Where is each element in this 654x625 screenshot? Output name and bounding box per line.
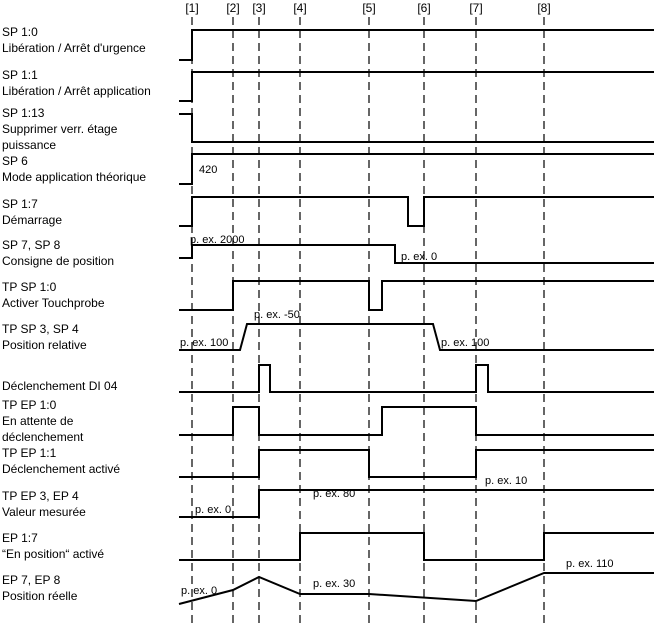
- trace-sp1-1: [179, 72, 654, 101]
- marker-2: [2]: [226, 1, 240, 15]
- ann-tpep34-before: p. ex. 0: [195, 504, 232, 516]
- ann-sp6-value: 420: [199, 164, 218, 176]
- signal-traces: [179, 30, 654, 604]
- signal-label-di04: Déclenchement DI 04: [2, 379, 118, 393]
- marker-3: [3]: [252, 1, 266, 15]
- trace-tp-sp1-0: [179, 281, 654, 310]
- trace-tp-ep3-ep4: [179, 490, 654, 517]
- marker-8: [8]: [537, 1, 551, 15]
- marker-4: [4]: [293, 1, 307, 15]
- trace-di04: [179, 365, 654, 392]
- ann-sp78-after: p. ex. 0: [401, 251, 438, 263]
- trace-sp1-0: [179, 30, 654, 60]
- signal-label-tp-sp1-0: TP SP 1:0 Activer Touchprobe: [2, 280, 105, 310]
- signal-labels: [2, 25, 151, 603]
- signal-label-ep1-7: EP 1:7 “En position“ activé: [2, 531, 105, 561]
- trace-tp-sp3-sp4: [179, 324, 654, 350]
- ann-sp78-before: p. ex. 2000: [190, 234, 245, 246]
- signal-label-sp6: SP 6 Mode application théorique: [2, 154, 147, 184]
- trace-tp-ep1-0: [179, 407, 654, 435]
- signal-label-sp7-sp8: SP 7, SP 8 Consigne de position: [2, 238, 115, 268]
- ann-tpep34-mid: p. ex. 80: [313, 488, 356, 500]
- trace-ep1-7: [179, 533, 654, 560]
- signal-label-ep7-ep8: EP 7, EP 8 Position réelle: [2, 573, 78, 603]
- trace-sp6: [179, 154, 654, 184]
- ann-tpsp34-after: p. ex. 100: [441, 337, 490, 349]
- marker-6: [6]: [417, 1, 431, 15]
- marker-7: [7]: [469, 1, 483, 15]
- marker-5: [5]: [362, 1, 376, 15]
- trace-tp-ep1-1: [179, 450, 654, 477]
- signal-label-tp-ep1-0: TP EP 1:0 En attente de déclenchement: [2, 398, 84, 444]
- ann-ep78-after: p. ex. 110: [566, 558, 614, 570]
- trace-sp1-7: [179, 197, 654, 226]
- ann-tpep34-after: p. ex. 10: [485, 475, 528, 487]
- signal-label-sp1-0: SP 1:0 Libération / Arrêt d'urgence: [2, 25, 146, 55]
- signal-label-tp-ep3-ep4: TP EP 3, EP 4 Valeur mesurée: [2, 489, 86, 519]
- trace-sp1-13: [179, 114, 654, 142]
- signal-label-sp1-1: SP 1:1 Libération / Arrêt application: [2, 68, 151, 98]
- ann-ep78-mid: p. ex. 30: [313, 578, 356, 590]
- trace-ep7-ep8: [179, 573, 654, 604]
- ann-ep78-before: p. ex. 0: [181, 585, 218, 597]
- signal-label-sp1-13: SP 1:13 Supprimer verr. étage puissance: [2, 106, 118, 152]
- signal-label-tp-sp3-sp4: TP SP 3, SP 4 Position relative: [2, 322, 87, 352]
- signal-label-tp-ep1-1: TP EP 1:1 Déclenchement activé: [2, 446, 121, 476]
- signal-label-sp1-7: SP 1:7 Démarrage: [2, 197, 63, 227]
- time-markers: [185, 1, 550, 15]
- ann-tpsp34-before: p. ex. 100: [180, 337, 229, 349]
- ann-tpsp34-mid: p. ex. -50: [254, 309, 300, 321]
- marker-1: [1]: [185, 1, 199, 15]
